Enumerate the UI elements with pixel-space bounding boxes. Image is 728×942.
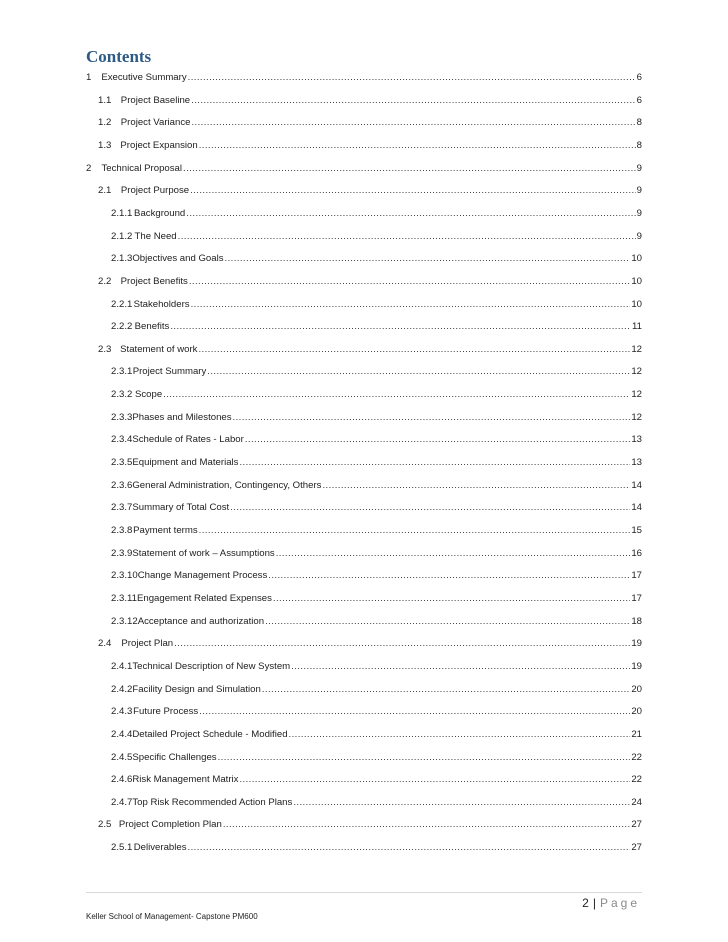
toc-entry-label: Payment terms [133, 525, 198, 536]
toc-dot-leader [322, 479, 630, 493]
toc-entry-page: 18 [631, 615, 642, 627]
toc-entry-label: Stakeholders [133, 298, 190, 310]
toc-entry-number: 2.3.10 [111, 570, 138, 582]
toc-entry[interactable] [86, 524, 642, 538]
toc-dot-leader [191, 298, 631, 312]
toc-entry-label: Facility Design and Simulation [132, 683, 261, 695]
toc-entry-number: 2.3.11 [111, 592, 137, 604]
toc-entry-page: 20 [631, 706, 642, 718]
toc-dot-leader [199, 524, 631, 538]
toc-entry-page: 9 [636, 162, 642, 174]
toc-entry-number: 1 [86, 72, 92, 83]
toc-entry-label: Statement of work – Assumptions [132, 547, 275, 559]
toc-entry[interactable] [86, 501, 642, 515]
toc-entry-number: 2.3 [98, 343, 112, 355]
toc-entry-label: Change Management Process [137, 570, 268, 582]
toc-entry[interactable] [86, 433, 642, 447]
toc-entry-number: 2.3.8 [111, 525, 133, 536]
toc-entry-label: Top Risk Recommended Action Plans [132, 796, 293, 808]
toc-entry-label: Future Process [133, 706, 199, 718]
toc-dot-leader [291, 660, 630, 674]
toc-entry[interactable] [86, 365, 642, 379]
toc-dot-leader [178, 230, 636, 244]
toc-entry-label: Statement of work [120, 343, 198, 355]
toc-entry-label: Technical Proposal [101, 162, 183, 174]
toc-entry-page: 17 [631, 592, 642, 604]
toc-dot-leader [218, 751, 631, 765]
toc-entry[interactable] [86, 796, 642, 810]
toc-entry-page: 27 [631, 842, 642, 854]
toc-entry-page: 9 [636, 230, 642, 242]
toc-entry-page: 19 [631, 660, 642, 672]
toc-entry-number: 2.1.2 [111, 230, 133, 242]
toc-entry-label: Project Purpose [120, 185, 190, 197]
toc-entry-number: 2.4.7 [111, 796, 133, 808]
toc-entry-label: Objectives and Goals [132, 253, 224, 265]
toc-dot-leader [188, 841, 631, 855]
toc-entry-number: 2.4.4 [111, 728, 133, 740]
toc-entry-page: 21 [631, 728, 642, 740]
page-word: Page [599, 896, 640, 910]
toc-entry[interactable] [86, 71, 642, 85]
toc-entry[interactable] [86, 615, 642, 629]
toc-entry-label: Project Benefits [120, 275, 188, 287]
toc-entry-label: Background [134, 207, 186, 219]
toc-entry-page: 14 [631, 479, 642, 491]
toc-entry[interactable] [86, 683, 642, 697]
toc-entry-number: 2.3.6 [111, 479, 133, 491]
toc-entry[interactable] [86, 275, 642, 289]
toc-dot-leader [268, 569, 630, 583]
toc-dot-leader [225, 252, 631, 266]
toc-entry-number: 2.5 [98, 819, 112, 831]
toc-dot-leader [239, 773, 630, 787]
toc-dot-leader [191, 94, 636, 108]
toc-entry[interactable] [86, 592, 642, 606]
toc-entry-page: 8 [636, 117, 642, 129]
toc-entry-number: 1.1 [98, 94, 112, 106]
toc-entry[interactable] [86, 94, 642, 108]
toc-dot-leader [276, 547, 631, 561]
toc-entry-number: 2.3.2 [111, 389, 133, 401]
toc-entry-label: The Need [134, 230, 177, 242]
page-number: 2 [582, 896, 589, 910]
toc-title: Contents [86, 47, 152, 66]
toc-entry-number: 2.3.3 [111, 411, 133, 423]
toc-entry-label: Summary of Total Cost [132, 502, 230, 514]
toc-entry[interactable] [86, 139, 642, 153]
toc-entry-label: Risk Management Matrix [132, 774, 239, 786]
toc-dot-leader [183, 162, 636, 176]
toc-entry[interactable] [86, 343, 642, 357]
toc-entry-label: Schedule of Rates - Labor [132, 434, 244, 446]
toc-entry-label: Detailed Project Schedule - Modified [132, 728, 288, 740]
toc-entry[interactable] [86, 230, 642, 244]
footer-text: Keller School of Management- Capstone PM600 [86, 912, 258, 921]
toc-dot-leader [188, 71, 636, 85]
toc-entry-label: Phases and Milestones [132, 411, 232, 423]
toc-dot-leader [233, 411, 631, 425]
toc-entry[interactable] [86, 569, 642, 583]
toc-entry-label: Specific Challenges [132, 751, 217, 763]
toc-entry-page: 15 [631, 525, 642, 536]
toc-entry-page: 10 [631, 253, 642, 265]
toc-entry-number: 2.4.6 [111, 774, 133, 786]
toc-entry-number: 2.3.5 [111, 457, 133, 469]
toc-entry-page: 12 [631, 389, 642, 401]
toc-dot-leader [207, 365, 630, 379]
toc-entry-number: 2 [86, 162, 92, 174]
toc-entry-label: Equipment and Materials [132, 457, 239, 469]
toc-entry[interactable] [86, 728, 642, 742]
toc-entry[interactable] [86, 841, 642, 855]
toc-entry-number: 2.4 [98, 638, 112, 650]
toc-entry[interactable] [86, 320, 642, 334]
toc-dot-leader [230, 501, 630, 515]
toc-entry-number: 2.2 [98, 275, 112, 287]
toc-entry-page: 10 [631, 298, 642, 310]
toc-entry-number: 2.4.1 [111, 660, 133, 672]
toc-entry-label: Deliverables [133, 842, 187, 854]
toc-entry-label: Benefits [134, 321, 170, 333]
toc-entry-number: 2.2.2 [111, 321, 133, 333]
toc-dot-leader [293, 796, 630, 810]
toc-entry-number: 2.3.9 [111, 547, 133, 559]
page-number-footer [582, 896, 640, 910]
toc-entry-page: 6 [636, 94, 642, 106]
toc-entry[interactable] [86, 162, 642, 176]
toc-entry-number: 2.4.5 [111, 751, 133, 763]
toc-entry-number: 2.5.1 [111, 842, 133, 854]
toc-entry-page: 19 [631, 638, 642, 650]
toc-entry-page: 8 [636, 139, 642, 151]
toc-entry-number: 2.3.1 [111, 366, 133, 378]
toc-entry-label: Engagement Related Expenses [136, 592, 272, 604]
toc-dot-leader [198, 343, 630, 357]
toc-entry-label: General Administration, Contingency, Others [132, 479, 322, 491]
toc-entry-page: 10 [631, 275, 642, 287]
toc-entry-label: Project Variance [120, 117, 191, 129]
toc-entry-page: 24 [631, 796, 642, 808]
toc-entry[interactable] [86, 456, 642, 470]
toc-dot-leader [199, 139, 636, 153]
toc-entry-number: 2.4.3 [111, 706, 133, 718]
toc-entry-label: Project Summary [132, 366, 207, 378]
toc-dot-leader [174, 637, 630, 651]
toc-dot-leader [223, 818, 631, 832]
toc-entry-number: 2.1.1 [111, 207, 133, 219]
toc-entry[interactable] [86, 207, 642, 221]
toc-dot-leader [163, 388, 630, 402]
toc-entry-label: Scope [134, 389, 163, 401]
toc-entry-page: 13 [631, 434, 642, 446]
toc-entry[interactable] [86, 388, 642, 402]
footer-divider [86, 892, 642, 893]
toc-entry[interactable] [86, 705, 642, 719]
page-separator: | [592, 896, 596, 910]
toc-entry-page: 27 [631, 819, 642, 831]
toc-entry-page: 12 [631, 411, 642, 423]
toc-dot-leader [262, 683, 630, 697]
toc-entry[interactable] [86, 298, 642, 312]
toc-entry-page: 12 [631, 343, 642, 355]
toc-entry-number: 2.3.7 [111, 502, 133, 514]
toc-entry-page: 22 [631, 751, 642, 763]
toc-entry[interactable] [86, 773, 642, 787]
toc-entry-number: 2.1 [98, 185, 112, 197]
toc-entry[interactable] [86, 116, 642, 130]
toc-dot-leader [191, 116, 635, 130]
toc-entry-number: 1.3 [98, 139, 112, 151]
toc-entry-number: 2.2.1 [111, 298, 133, 310]
toc-entry[interactable] [86, 252, 642, 266]
toc-entry[interactable] [86, 751, 642, 765]
toc-dot-leader [289, 728, 631, 742]
toc-dot-leader [186, 207, 635, 221]
toc-entry-number: 1.2 [98, 117, 112, 129]
toc-entry[interactable] [86, 637, 642, 651]
toc-dot-leader [239, 456, 630, 470]
toc-entry[interactable] [86, 411, 642, 425]
toc-entry[interactable] [86, 479, 642, 493]
toc-entry-page: 6 [636, 72, 642, 83]
toc-entry[interactable] [86, 184, 642, 198]
toc-entry-label: Project Expansion [120, 139, 198, 151]
toc-entry-label: Technical Description of New System [132, 660, 291, 672]
toc-dot-leader [273, 592, 630, 606]
toc-entry-page: 17 [631, 570, 642, 582]
toc-entry-label: Project Plan [121, 638, 174, 650]
toc-entry[interactable] [86, 660, 642, 674]
toc-entry-page: 14 [631, 502, 642, 514]
toc-entry-page: 9 [636, 185, 642, 197]
toc-entry-page: 16 [631, 547, 642, 559]
toc-entry-number: 2.3.12 [111, 615, 138, 627]
toc-entry-number: 2.4.2 [111, 683, 133, 695]
toc-entry[interactable] [86, 818, 642, 832]
toc-entry-number: 2.3.4 [111, 434, 133, 446]
toc-entry-label: Acceptance and authorization [137, 615, 265, 627]
toc-entry-page: 13 [631, 457, 642, 469]
toc-dot-leader [245, 433, 631, 447]
toc-entry-page: 20 [631, 683, 642, 695]
toc-dot-leader [190, 184, 636, 198]
toc-entry-label: Project Baseline [120, 94, 191, 106]
toc-dot-leader [199, 705, 630, 719]
toc-entry-label: Executive Summary [101, 72, 187, 83]
toc-entry-page: 12 [631, 366, 642, 378]
toc-entry-page: 9 [636, 207, 642, 219]
toc-entry[interactable] [86, 547, 642, 561]
toc-entry-page: 11 [632, 321, 642, 333]
toc-entry-page: 22 [631, 774, 642, 786]
toc-entry-number: 2.1.3 [111, 253, 133, 265]
toc-dot-leader [170, 320, 631, 334]
toc-dot-leader [265, 615, 630, 629]
toc-dot-leader [189, 275, 630, 289]
toc-entry-label: Project Completion Plan [118, 819, 222, 831]
